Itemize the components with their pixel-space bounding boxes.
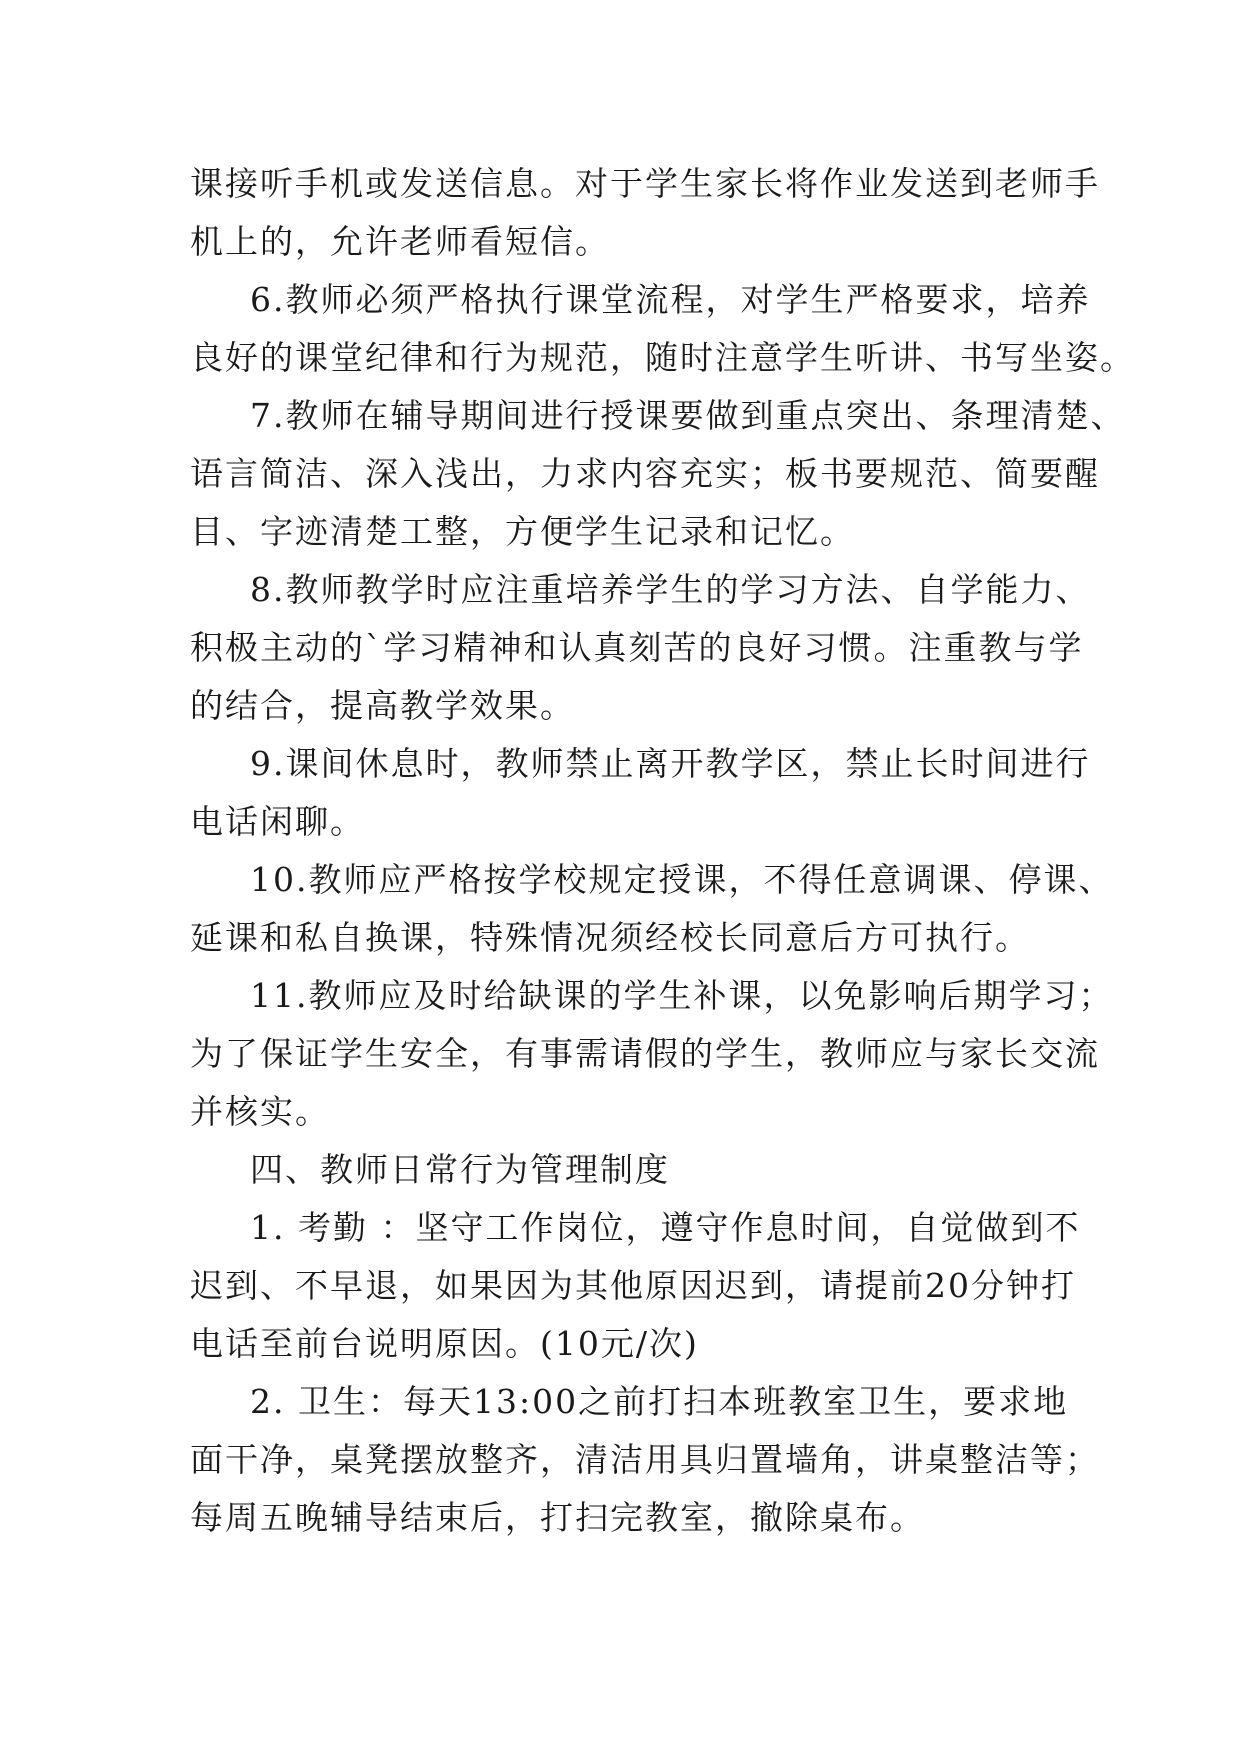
section-heading: 四、教师日常行为管理制度: [250, 1150, 670, 1189]
text-line: 目、字迹清楚工整，方便学生记录和记忆。: [190, 512, 855, 551]
paragraph-first-line: 2. 卫生：每天13:00之前打扫本班教室卫生，要求地: [250, 1382, 1069, 1421]
text-line: 课接听手机或发送信息。对于学生家长将作业发送到老师手: [190, 164, 1100, 203]
text-line: 面干净，桌凳摆放整齐，清洁用具归置墙角，讲桌整洁等；: [190, 1440, 1100, 1479]
text-line: 积极主动的`学习精神和认真刻苦的良好习惯。注重教与学: [190, 628, 1084, 667]
text-line: 良好的课堂纪律和行为规范，随时注意学生听讲、书写坐姿。: [190, 338, 1135, 377]
paragraph-first-line: 8.教师教学时应注重培养学生的学习方法、自学能力、: [250, 570, 1091, 609]
paragraph-first-line: 9.课间休息时，教师禁止离开教学区，禁止长时间进行: [250, 744, 1091, 783]
text-line: 迟到、不早退，如果因为其他原因迟到，请提前20分钟打: [190, 1266, 1076, 1305]
text-line: 电话至前台说明原因。(10元/次): [190, 1324, 699, 1363]
paragraph-first-line: 7.教师在辅导期间进行授课要做到重点突出、条理清楚、: [250, 396, 1126, 435]
text-line: 并核实。: [190, 1092, 330, 1131]
paragraph-first-line: 1. 考勤 ：坚守工作岗位，遵守作息时间，自觉做到不: [250, 1208, 1081, 1247]
text-line: 电话闲聊。: [190, 802, 365, 841]
text-line: 的结合，提高教学效果。: [190, 686, 575, 725]
text-line: 机上的，允许老师看短信。: [190, 222, 610, 261]
text-line: 延课和私自换课，特殊情况须经校长同意后方可执行。: [190, 918, 1030, 957]
paragraph-first-line: 11.教师应及时给缺课的学生补课，以免影响后期学习；: [250, 976, 1114, 1015]
paragraph-first-line: 10.教师应严格按学校规定授课，不得任意调课、停课、: [250, 860, 1114, 899]
text-line: 每周五晚辅导结束后，打扫完教室，撤除桌布。: [190, 1498, 925, 1537]
body-text: [190, 155, 1135, 1547]
text-line: 语言简洁、深入浅出，力求内容充实；板书要规范、简要醒: [190, 454, 1100, 493]
text-line: 为了保证学生安全，有事需请假的学生，教师应与家长交流: [190, 1034, 1100, 1073]
paragraph-first-line: 6.教师必须严格执行课堂流程，对学生严格要求，培养: [250, 280, 1091, 319]
